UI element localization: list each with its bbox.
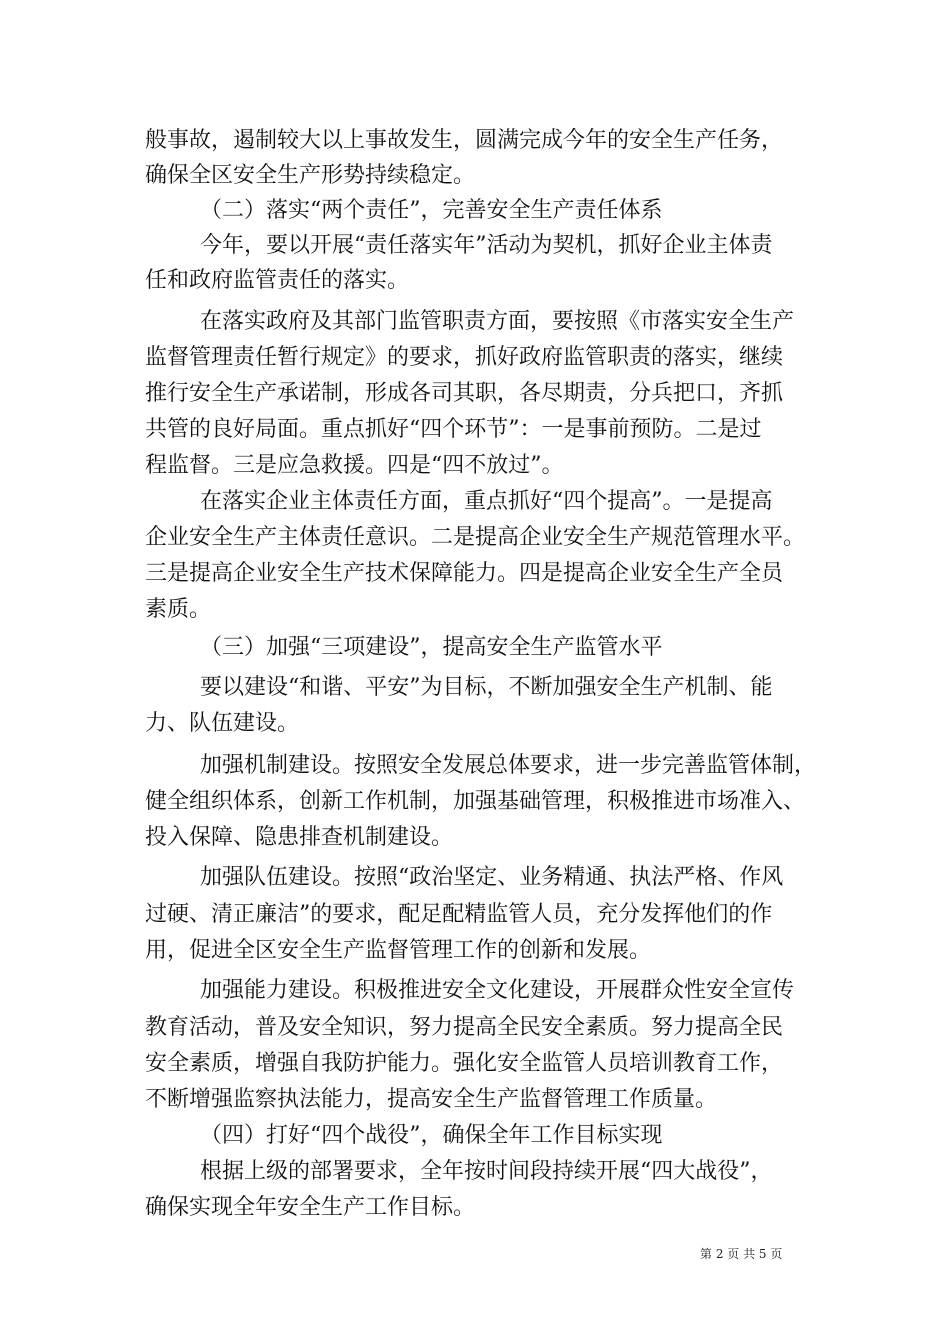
text-line: 安全素质，增强自我防护能力。强化安全监管人员培训教育工作， (145, 1051, 784, 1076)
section-heading-4: （四）打好“四个战役”，确保全年工作目标实现 (200, 1123, 663, 1148)
text-line: 力、队伍建设。 (145, 711, 300, 736)
text-line: 过硬、清正廉洁”的要求，配足配精监管人员，充分发挥他们的作 (145, 902, 773, 927)
text-line: 共管的良好局面。重点抓好“四个环节”：一是事前预防。二是过 (145, 417, 762, 442)
paragraph-line: 加强队伍建设。按照“政治坚定、业务精通、执法严格、作风 (200, 865, 784, 890)
page-number: 第 2 页 共 5 页 (700, 1247, 783, 1261)
text-line: 素质。 (145, 597, 212, 622)
paragraph-line: 加强能力建设。积极推进安全文化建设，开展群众性安全宣传 (200, 978, 795, 1003)
text-line: 监督管理责任暂行规定》的要求，抓好政府监管职责的落实，继续 (145, 345, 784, 370)
text-line: 投入保障、隐患排查机制建设。 (145, 825, 454, 850)
text-line: 确保全区安全生产形势持续稳定。 (145, 163, 476, 188)
section-heading-2: （二）落实“两个责任”，完善安全生产责任体系 (200, 198, 663, 223)
text-line: 程监督。三是应急救援。四是“四不放过”。 (145, 453, 564, 478)
text-line: 企业安全生产主体责任意识。二是提高企业安全生产规范管理水平。 (145, 525, 806, 550)
paragraph-line: 根据上级的部署要求，全年按时间段持续开展“四大战役”， (200, 1159, 773, 1184)
text-line: 任和政府监管责任的落实。 (145, 268, 410, 293)
paragraph-line: 在落实企业主体责任方面，重点抓好“四个提高”。一是提高 (200, 489, 773, 514)
text-line: 不断增强监察执法能力，提高安全生产监督管理工作质量。 (145, 1087, 718, 1112)
paragraph-line: 在落实政府及其部门监管职责方面，要按照《市落实安全生产 (200, 309, 795, 334)
paragraph-line: 要以建设“和谐、平安”为目标，不断加强安全生产机制、能 (200, 675, 773, 700)
paragraph-line: 今年，要以开展“责任落实年”活动为契机，抓好企业主体责 (200, 233, 773, 258)
text-line: 三是提高企业安全生产技术保障能力。四是提高企业安全生产全员 (145, 561, 784, 586)
section-heading-3: （三）加强“三项建设”，提高安全生产监管水平 (200, 635, 663, 660)
text-line: 健全组织体系，创新工作机制，加强基础管理，积极推进市场准入、 (145, 789, 806, 814)
paragraph-line: 加强机制建设。按照安全发展总体要求，进一步完善监管体制， (200, 753, 817, 778)
text-line: 般事故，遏制较大以上事故发生，圆满完成今年的安全生产任务， (145, 128, 784, 153)
text-line: 推行安全生产承诺制，形成各司其职，各尽期责，分兵把口，齐抓 (145, 381, 784, 406)
text-line: 确保实现全年安全生产工作目标。 (145, 1195, 476, 1220)
text-line: 教育活动，普及安全知识，努力提高全民安全素质。努力提高全民 (145, 1015, 784, 1040)
text-line: 用，促进全区安全生产监督管理工作的创新和发展。 (145, 938, 652, 963)
